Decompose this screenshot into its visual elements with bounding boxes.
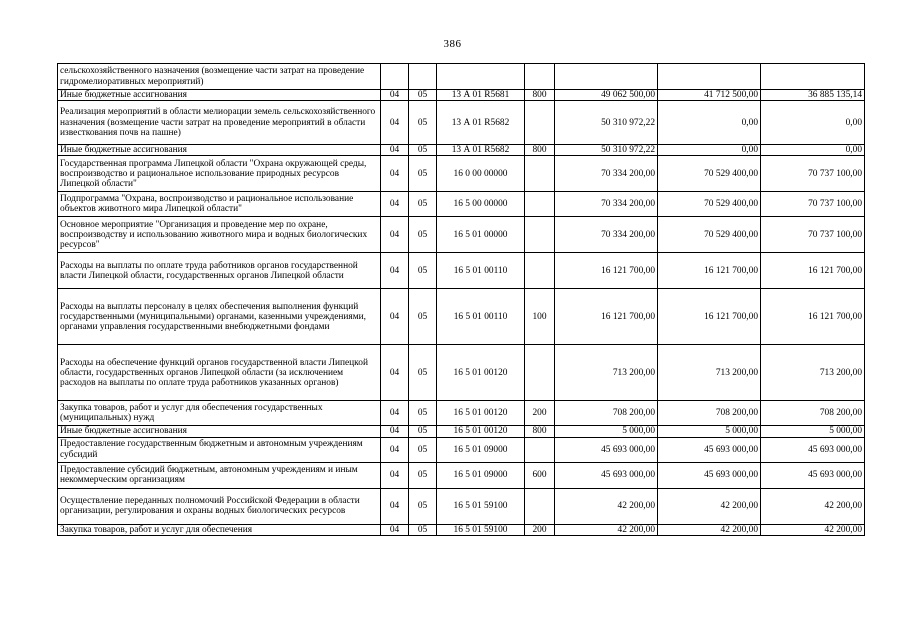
cell-section: 04 [381, 289, 409, 345]
cell-expense-type [525, 64, 555, 90]
cell-amount-2: 5 000,00 [658, 426, 761, 437]
table-row [58, 437, 865, 462]
cell-amount-1: 42 200,00 [555, 488, 658, 524]
cell-section: 04 [381, 462, 409, 488]
cell-target-article: 13 А 01 R5682 [437, 101, 525, 145]
cell-section: 04 [381, 253, 409, 289]
cell-subsection [409, 64, 437, 90]
cell-expense-type [525, 156, 555, 192]
cell-section: 04 [381, 345, 409, 401]
cell-amount-1: 708 200,00 [555, 401, 658, 426]
cell-subsection: 05 [409, 156, 437, 192]
cell-amount-1: 5 000,00 [555, 426, 658, 437]
cell-expense-type [525, 192, 555, 217]
table-row [58, 401, 865, 426]
cell-section: 04 [381, 101, 409, 145]
cell-amount-3: 708 200,00 [761, 401, 865, 426]
cell-target-article: 16 5 01 09000 [437, 437, 525, 462]
cell-amount-3: 42 200,00 [761, 524, 865, 535]
table-row [58, 524, 865, 535]
cell-subsection: 05 [409, 253, 437, 289]
cell-expense-type [525, 101, 555, 145]
cell-amount-1 [555, 64, 658, 90]
cell-name: Осуществление переданных полномочий Российской Федерации в области организации, регулирования и охраны водных биологических ресурсов [58, 488, 381, 524]
cell-expense-type [525, 437, 555, 462]
cell-target-article: 16 5 01 00000 [437, 217, 525, 253]
table-row [58, 488, 865, 524]
cell-name: Предоставление государственным бюджетным и автономным учреждениям субсидий [58, 437, 381, 462]
cell-target-article: 16 5 01 59100 [437, 488, 525, 524]
table-row [58, 426, 865, 437]
cell-target-article [437, 64, 525, 90]
table-row [58, 462, 865, 488]
cell-amount-3: 0,00 [761, 145, 865, 156]
cell-expense-type: 800 [525, 426, 555, 437]
cell-section: 04 [381, 401, 409, 426]
cell-name: Расходы на выплаты по оплате труда работников органов государственной власти Липецкой области, государственных органов Липецкой области [58, 253, 381, 289]
cell-section [381, 64, 409, 90]
cell-target-article: 16 5 01 09000 [437, 462, 525, 488]
cell-amount-1: 70 334 200,00 [555, 156, 658, 192]
table-row [58, 253, 865, 289]
cell-target-article: 16 5 01 00110 [437, 289, 525, 345]
table-row [58, 90, 865, 101]
cell-name: Реализация мероприятий в области мелиорации земель сельскохозяйственного назначения (возмещение части затрат на проведение мероприятий в области известкования почв на пашне) [58, 101, 381, 145]
cell-subsection: 05 [409, 289, 437, 345]
cell-subsection: 05 [409, 192, 437, 217]
cell-subsection: 05 [409, 345, 437, 401]
cell-expense-type [525, 253, 555, 289]
cell-amount-2: 16 121 700,00 [658, 289, 761, 345]
cell-subsection: 05 [409, 462, 437, 488]
cell-subsection: 05 [409, 217, 437, 253]
cell-name: Закупка товаров, работ и услуг для обеспечения государственных (муниципальных) нужд [58, 401, 381, 426]
page-number: 386 [443, 38, 462, 50]
cell-amount-3: 45 693 000,00 [761, 437, 865, 462]
cell-name: Расходы на обеспечение функций органов государственной власти Липецкой области, государственных органов Липецкой области (за исключением расходов на выплаты по оплате труда работников указанных органов) [58, 345, 381, 401]
cell-amount-2: 70 529 400,00 [658, 217, 761, 253]
cell-name: Иные бюджетные ассигнования [58, 90, 381, 101]
cell-amount-2: 45 693 000,00 [658, 462, 761, 488]
table-row [58, 156, 865, 192]
cell-subsection: 05 [409, 488, 437, 524]
cell-name: Иные бюджетные ассигнования [58, 426, 381, 437]
cell-amount-3: 36 885 135,14 [761, 90, 865, 101]
cell-amount-1: 70 334 200,00 [555, 192, 658, 217]
cell-section: 04 [381, 488, 409, 524]
cell-amount-2: 70 529 400,00 [658, 156, 761, 192]
cell-amount-3 [761, 64, 865, 90]
cell-amount-2: 0,00 [658, 101, 761, 145]
table-row [58, 101, 865, 145]
cell-amount-1: 49 062 500,00 [555, 90, 658, 101]
cell-subsection: 05 [409, 101, 437, 145]
cell-expense-type [525, 217, 555, 253]
table-row [58, 217, 865, 253]
cell-expense-type: 600 [525, 462, 555, 488]
cell-amount-3: 5 000,00 [761, 426, 865, 437]
table-row [58, 145, 865, 156]
cell-name: Закупка товаров, работ и услуг для обеспечения [58, 524, 381, 535]
cell-amount-2: 41 712 500,00 [658, 90, 761, 101]
cell-subsection: 05 [409, 524, 437, 535]
cell-amount-3: 45 693 000,00 [761, 462, 865, 488]
cell-name: Государственная программа Липецкой области "Охрана окружающей среды, воспроизводство и рациональное использование природных ресурсов Липецкой области" [58, 156, 381, 192]
cell-expense-type: 100 [525, 289, 555, 345]
cell-section: 04 [381, 426, 409, 437]
table-row [58, 192, 865, 217]
budget-table-body [58, 64, 865, 536]
cell-expense-type: 800 [525, 90, 555, 101]
cell-amount-2: 0,00 [658, 145, 761, 156]
cell-name: Иные бюджетные ассигнования [58, 145, 381, 156]
cell-name: Подпрограмма "Охрана, воспроизводство и рациональное использование объектов животного мира Липецкой области" [58, 192, 381, 217]
cell-amount-3: 70 737 100,00 [761, 156, 865, 192]
cell-target-article: 13 А 01 R5682 [437, 145, 525, 156]
cell-amount-3: 713 200,00 [761, 345, 865, 401]
cell-amount-2: 713 200,00 [658, 345, 761, 401]
cell-target-article: 16 0 00 00000 [437, 156, 525, 192]
cell-section: 04 [381, 217, 409, 253]
cell-amount-1: 70 334 200,00 [555, 217, 658, 253]
cell-subsection: 05 [409, 401, 437, 426]
cell-amount-3: 42 200,00 [761, 488, 865, 524]
cell-expense-type [525, 488, 555, 524]
cell-subsection: 05 [409, 437, 437, 462]
cell-amount-1: 16 121 700,00 [555, 253, 658, 289]
budget-table [57, 63, 865, 536]
cell-amount-3: 70 737 100,00 [761, 217, 865, 253]
cell-amount-2: 16 121 700,00 [658, 253, 761, 289]
cell-name: Предоставление субсидий бюджетным, автономным учреждениям и иным некоммерческим организациям [58, 462, 381, 488]
cell-target-article: 16 5 01 00120 [437, 401, 525, 426]
cell-target-article: 16 5 00 00000 [437, 192, 525, 217]
table-row [58, 64, 865, 90]
cell-amount-1: 45 693 000,00 [555, 437, 658, 462]
cell-target-article: 16 5 01 00120 [437, 426, 525, 437]
cell-name: Основное мероприятие "Организация и проведение мер по охране, воспроизводству и использованию животного мира и водных биологических ресурсов" [58, 217, 381, 253]
cell-amount-3: 16 121 700,00 [761, 253, 865, 289]
cell-expense-type: 200 [525, 524, 555, 535]
cell-expense-type [525, 345, 555, 401]
cell-amount-1: 42 200,00 [555, 524, 658, 535]
cell-section: 04 [381, 90, 409, 101]
cell-amount-2: 45 693 000,00 [658, 437, 761, 462]
cell-target-article: 16 5 01 59100 [437, 524, 525, 535]
cell-amount-2: 70 529 400,00 [658, 192, 761, 217]
cell-name: Расходы на выплаты персоналу в целях обеспечения выполнения функций государственными (муниципальными) органами, казенными учреждениями, органами управления государственными внебюджетными фондами [58, 289, 381, 345]
cell-section: 04 [381, 192, 409, 217]
cell-amount-1: 713 200,00 [555, 345, 658, 401]
cell-subsection: 05 [409, 145, 437, 156]
cell-section: 04 [381, 524, 409, 535]
cell-subsection: 05 [409, 90, 437, 101]
cell-amount-2: 42 200,00 [658, 524, 761, 535]
cell-amount-1: 50 310 972,22 [555, 101, 658, 145]
cell-target-article: 16 5 01 00120 [437, 345, 525, 401]
cell-amount-3: 0,00 [761, 101, 865, 145]
cell-amount-2: 42 200,00 [658, 488, 761, 524]
cell-amount-3: 70 737 100,00 [761, 192, 865, 217]
cell-subsection: 05 [409, 426, 437, 437]
cell-section: 04 [381, 145, 409, 156]
cell-target-article: 16 5 01 00110 [437, 253, 525, 289]
cell-section: 04 [381, 156, 409, 192]
cell-amount-2: 708 200,00 [658, 401, 761, 426]
cell-amount-1: 50 310 972,22 [555, 145, 658, 156]
table-row [58, 345, 865, 401]
cell-amount-2 [658, 64, 761, 90]
cell-section: 04 [381, 437, 409, 462]
cell-amount-1: 45 693 000,00 [555, 462, 658, 488]
cell-expense-type: 200 [525, 401, 555, 426]
table-row [58, 289, 865, 345]
cell-amount-3: 16 121 700,00 [761, 289, 865, 345]
cell-amount-1: 16 121 700,00 [555, 289, 658, 345]
cell-target-article: 13 А 01 R5681 [437, 90, 525, 101]
cell-expense-type: 800 [525, 145, 555, 156]
cell-name: сельскохозяйственного назначения (возмещение части затрат на проведение гидромелиоративных мероприятий) [58, 64, 381, 90]
